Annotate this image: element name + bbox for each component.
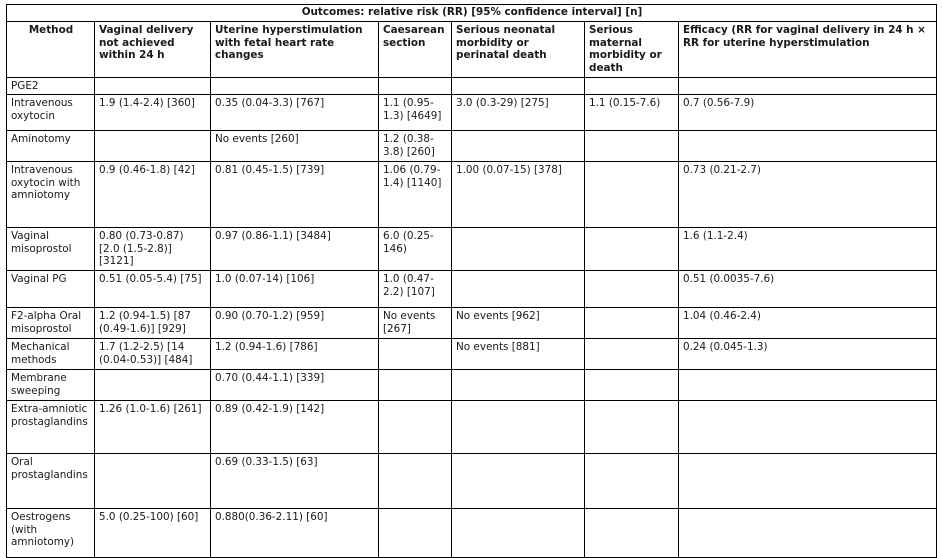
cell-uterine-hyperstimulation [211,77,379,95]
cell-vaginal-delivery-not-achieved: 0.9 (0.46-1.8) [42] [95,161,211,227]
cell-serious-maternal-morbidity [585,508,679,557]
column-header-serious-maternal-morbidity: Serious maternal morbidity or death [585,22,679,78]
cell-method: F2-alpha Oral misoprostol [7,307,95,338]
table-row [7,508,937,557]
cell-efficacy: 1.04 (0.46-2.4) [679,307,937,338]
cell-vaginal-delivery-not-achieved: 1.2 (0.94-1.5) [87 (0.49-1.6)] [929] [95,307,211,338]
table-row [7,400,937,453]
cell-uterine-hyperstimulation: 0.880(0.36-2.11) [60] [211,508,379,557]
cell-serious-neonatal-morbidity [452,369,585,400]
cell-caesarean-section: 6.0 (0.25-146) [379,227,452,270]
cell-serious-maternal-morbidity [585,338,679,369]
table-row [7,453,937,508]
table-body [7,77,937,557]
cell-uterine-hyperstimulation: No events [260] [211,131,379,161]
cell-uterine-hyperstimulation: 0.89 (0.42-1.9) [142] [211,400,379,453]
cell-method: Aminotomy [7,131,95,161]
cell-efficacy [679,77,937,95]
table-row [7,270,937,307]
cell-serious-neonatal-morbidity [452,227,585,270]
cell-uterine-hyperstimulation: 0.69 (0.33-1.5) [63] [211,453,379,508]
cell-serious-neonatal-morbidity: No events [962] [452,307,585,338]
cell-uterine-hyperstimulation: 0.97 (0.86-1.1) [3484] [211,227,379,270]
table-row [7,131,937,161]
column-header-row [7,22,937,78]
cell-serious-maternal-morbidity [585,369,679,400]
cell-serious-neonatal-morbidity [452,270,585,307]
cell-efficacy [679,369,937,400]
cell-caesarean-section [379,400,452,453]
cell-efficacy: 0.7 (0.56-7.9) [679,95,937,131]
cell-vaginal-delivery-not-achieved [95,369,211,400]
cell-method: Mechanical methods [7,338,95,369]
cell-caesarean-section: No events [267] [379,307,452,338]
cell-method: Vaginal PG [7,270,95,307]
cell-caesarean-section: 1.1 (0.95-1.3) [4649] [379,95,452,131]
cell-uterine-hyperstimulation: 0.90 (0.70-1.2) [959] [211,307,379,338]
cell-efficacy [679,453,937,508]
cell-efficacy [679,508,937,557]
cell-serious-maternal-morbidity [585,307,679,338]
cell-efficacy [679,400,937,453]
column-header-vaginal-delivery-not-achieved: Vaginal delivery not achieved within 24 h [95,22,211,78]
cell-efficacy: 0.73 (0.21-2.7) [679,161,937,227]
cell-serious-maternal-morbidity [585,161,679,227]
table-row [7,338,937,369]
cell-vaginal-delivery-not-achieved [95,131,211,161]
cell-method: PGE2 [7,77,95,95]
cell-uterine-hyperstimulation: 0.81 (0.45-1.5) [739] [211,161,379,227]
cell-serious-maternal-morbidity: 1.1 (0.15-7.6) [585,95,679,131]
cell-method: Oral prostaglandins [7,453,95,508]
cell-caesarean-section [379,453,452,508]
cell-efficacy: 0.51 (0.0035-7.6) [679,270,937,307]
column-header-caesarean-section: Caesarean section [379,22,452,78]
cell-serious-maternal-morbidity [585,453,679,508]
cell-vaginal-delivery-not-achieved [95,453,211,508]
cell-serious-maternal-morbidity [585,131,679,161]
table-row [7,95,937,131]
cell-caesarean-section: 1.0 (0.47-2.2) [107] [379,270,452,307]
cell-uterine-hyperstimulation: 0.70 (0.44-1.1) [339] [211,369,379,400]
cell-vaginal-delivery-not-achieved: 0.51 (0.05-5.4) [75] [95,270,211,307]
cell-efficacy [679,131,937,161]
cell-caesarean-section [379,77,452,95]
table-row [7,77,937,95]
cell-method: Intravenous oxytocin [7,95,95,131]
cell-serious-neonatal-morbidity: 1.00 (0.07-15) [378] [452,161,585,227]
table-row [7,161,937,227]
cell-serious-neonatal-morbidity: 3.0 (0.3-29) [275] [452,95,585,131]
column-header-efficacy: Efficacy (RR for vaginal delivery in 24 h × RR for uterine hyperstimulation [679,22,937,78]
cell-vaginal-delivery-not-achieved: 1.7 (1.2-2.5) [14 (0.04-0.53)] [484] [95,338,211,369]
cell-serious-maternal-morbidity [585,270,679,307]
table-header [7,5,937,78]
table-caption-row [7,5,937,22]
cell-vaginal-delivery-not-achieved [95,77,211,95]
cell-caesarean-section [379,508,452,557]
cell-method: Vaginal misoprostol [7,227,95,270]
cell-efficacy: 0.24 (0.045-1.3) [679,338,937,369]
cell-vaginal-delivery-not-achieved: 1.26 (1.0-1.6) [261] [95,400,211,453]
cell-method: Intravenous oxytocin with amniotomy [7,161,95,227]
cell-caesarean-section [379,338,452,369]
cell-serious-maternal-morbidity [585,227,679,270]
cell-caesarean-section: 1.2 (0.38-3.8) [260] [379,131,452,161]
cell-vaginal-delivery-not-achieved: 1.9 (1.4-2.4) [360] [95,95,211,131]
cell-uterine-hyperstimulation: 0.35 (0.04-3.3) [767] [211,95,379,131]
cell-serious-neonatal-morbidity [452,508,585,557]
cell-serious-neonatal-morbidity [452,131,585,161]
cell-serious-maternal-morbidity [585,77,679,95]
column-header-serious-neonatal-morbidity: Serious neonatal morbidity or perinatal death [452,22,585,78]
table-row [7,307,937,338]
cell-uterine-hyperstimulation: 1.2 (0.94-1.6) [786] [211,338,379,369]
cell-caesarean-section: 1.06 (0.79-1.4) [1140] [379,161,452,227]
cell-method: Oestrogens (with amniotomy) [7,508,95,557]
table-caption: Outcomes: relative risk (RR) [95% confidence interval] [n] [7,5,937,22]
cell-caesarean-section [379,369,452,400]
table-row [7,369,937,400]
cell-serious-neonatal-morbidity: No events [881] [452,338,585,369]
cell-method: Extra-amniotic prostaglandins [7,400,95,453]
cell-efficacy: 1.6 (1.1-2.4) [679,227,937,270]
cell-vaginal-delivery-not-achieved: 0.80 (0.73-0.87) [2.0 (1.5-2.8)] [3121] [95,227,211,270]
column-header-uterine-hyperstimulation: Uterine hyperstimulation with fetal heart rate changes [211,22,379,78]
table-row [7,227,937,270]
cell-serious-neonatal-morbidity [452,77,585,95]
cell-serious-neonatal-morbidity [452,453,585,508]
cell-uterine-hyperstimulation: 1.0 (0.07-14) [106] [211,270,379,307]
outcomes-table [6,4,937,558]
cell-vaginal-delivery-not-achieved: 5.0 (0.25-100) [60] [95,508,211,557]
cell-serious-neonatal-morbidity [452,400,585,453]
cell-serious-maternal-morbidity [585,400,679,453]
column-header-method: Method [7,22,95,78]
cell-method: Membrane sweeping [7,369,95,400]
